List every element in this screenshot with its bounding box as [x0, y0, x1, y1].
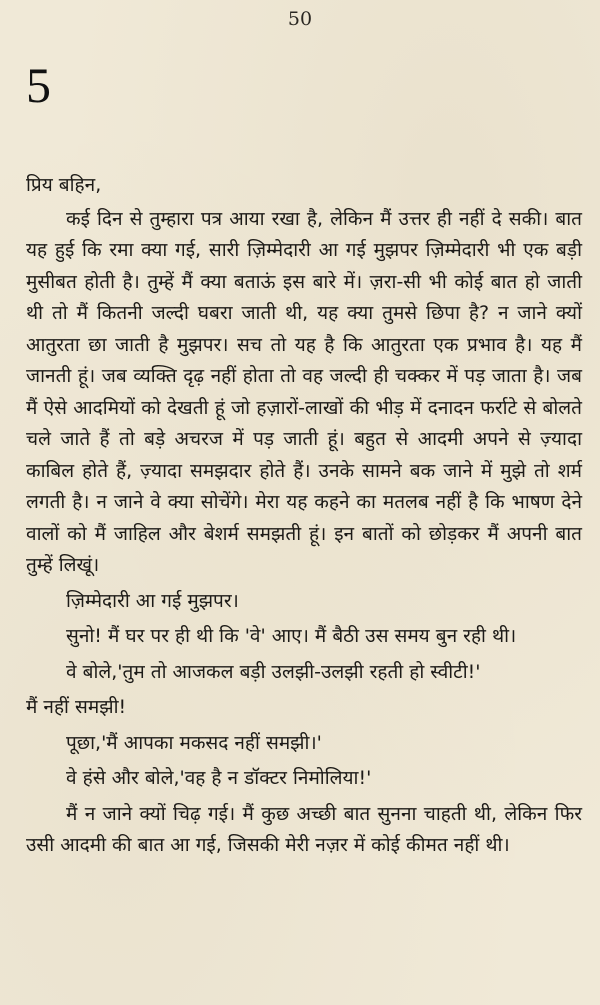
- paragraph-7: वे हंसे और बोले,'वह है न डॉक्टर निमोलिया!': [66, 767, 372, 789]
- chapter-number: 5: [26, 57, 51, 113]
- paragraph-8: मैं न जाने क्यों चिढ़ गई। मैं कुछ अच्छी बात सुनना चाहती थी, लेकिन फिर उसी आदमी की बात आ गई, जिसकी मेरी नज़र में कोई कीमत नहीं थी।: [26, 802, 582, 856]
- paragraph-2: ज़िम्मेदारी आ गई मुझपर।: [66, 589, 239, 612]
- paragraph-5: मैं नहीं समझी!: [26, 696, 127, 718]
- paragraph-1: कई दिन से तुम्हारा पत्र आया रखा है, लेकिन मैं उत्तर ही नहीं दे सकी। बात यह हुई कि रमा क्या गई, सारी ज़िम्मेदारी आ गई मुझपर ज़िम्मेदारी भी एक बड़ी मुसीबत होती है। तुम्हें मैं क्या बताऊं इस बारे में। ज़रा-सी भी कोई बात हो जाती थी तो मैं कितनी जल्दी घबरा जाती थी, यह क्या तुमसे छिपा है? न जाने क्यों आतुरता छा जाती है मुझपर। सच तो यह है कि आतुरता एक प्रभाव है। यह मैं जानती हूं। जब व्यक्ति दृढ़ नहीं होता तो वह जल्दी ही चक्कर में पड़ जाता है। जब मैं ऐसे आदमियों को देखती हूं जो हज़ारों-लाखों की भीड़ में दनादन फर्राटे से बोलते चले जाते हैं तो बड़े अचरज में पड़ जाती हूं। बहुत से आदमी अपने से ज़्यादा काबिल होते हैं, ज़्यादा समझदार होते हैं। उनके सामने बक जाने में मुझे तो शर्म लगती है। न जाने वे क्या सोचेंगे। मेरा यह कहने का मतलब नहीं है कि भाषण देने वालों को मैं जाहिल और बेशर्म समझती हूं। इन बातों को छोड़कर मैं अपनी बात तुम्हें लिखूं।: [26, 207, 582, 576]
- paragraph-4: वे बोले,'तुम तो आजकल बड़ी उलझी-उलझी रहती हो स्वीटी!': [66, 660, 481, 683]
- letter-body: [26, 170, 582, 866]
- paragraph-6: पूछा,'मैं आपका मकसद नहीं समझी।': [66, 731, 322, 754]
- paragraph-3: सुनो! मैं घर पर ही थी कि 'वे' आए। मैं बैठी उस समय बुन रही थी।: [66, 625, 517, 647]
- page-number: 50: [287, 8, 313, 30]
- salutation: प्रिय बहिन,: [26, 174, 102, 196]
